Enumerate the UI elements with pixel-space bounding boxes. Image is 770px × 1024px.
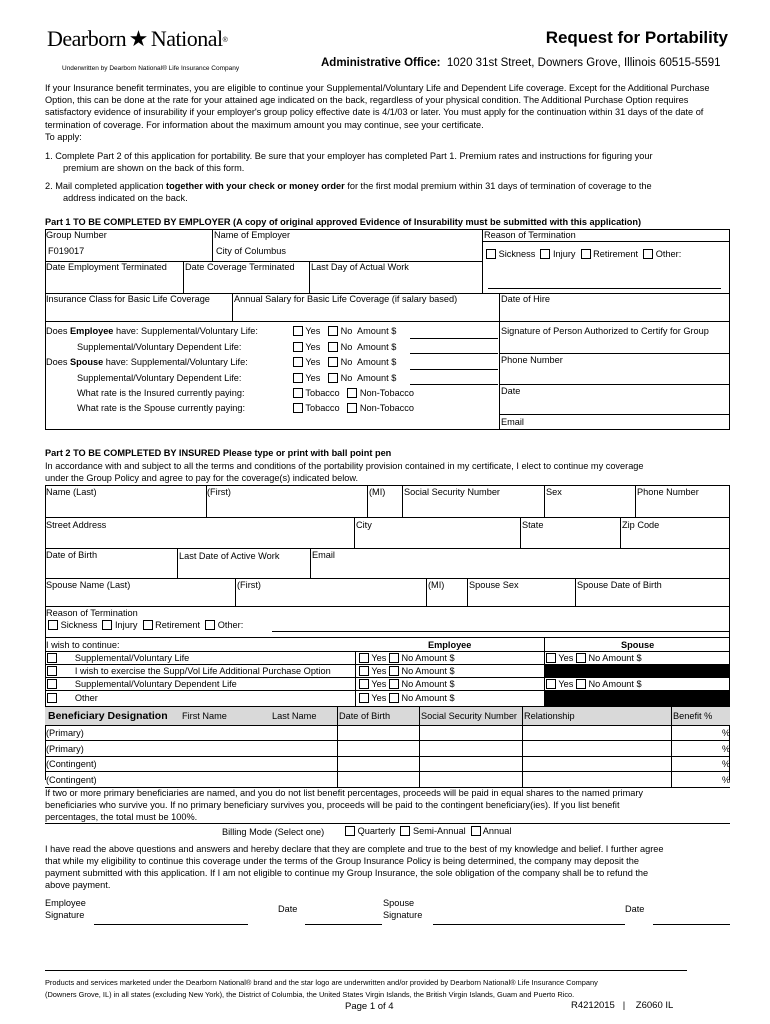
sex-label: Sex (546, 487, 562, 497)
yes-checkbox[interactable] (293, 357, 303, 367)
date-coverage-terminated: Date Coverage Terminated (185, 262, 295, 272)
yes-checkbox[interactable] (359, 679, 369, 689)
emp-yn-2: Yes No Amount $ (359, 666, 455, 676)
emp-yn-1: Yes No Amount $ (359, 653, 455, 663)
yes-checkbox[interactable] (293, 326, 303, 336)
declaration-3: payment submitted with this application. If I am not eligible to continue my Group Insurance, the sole obligation of the company shall be to refund the (45, 868, 649, 878)
wish-label: I wish to continue: (46, 640, 120, 650)
yes-checkbox[interactable] (293, 342, 303, 352)
yes-checkbox[interactable] (359, 666, 369, 676)
spouse-signature-line[interactable] (433, 924, 625, 925)
spouse-signature-label-1: Spouse (383, 898, 415, 908)
state-label: State (522, 520, 544, 530)
step-2: 2. Mail completed application together with your check or money order for the first modal premium within 31 days of termination of coverage to the (45, 181, 652, 191)
ben-row-contingent: (Contingent) (46, 759, 97, 769)
yn-row-4: Yes No Amount $ (293, 373, 396, 383)
page-title: Request for Portability (545, 28, 728, 47)
non-tobacco-checkbox[interactable] (347, 403, 357, 413)
sickness-checkbox[interactable] (48, 620, 58, 630)
reason-retirement-checkbox[interactable] (581, 249, 591, 259)
ben-col-benefit: Benefit % (673, 711, 713, 721)
spouse-dob-label: Spouse Date of Birth (577, 580, 662, 590)
row-additional-purchase: I wish to exercise the Supp/Vol Life Additional Purchase Option (47, 666, 331, 676)
ben-col-first: First Name (182, 711, 227, 721)
star-logo-icon: ★ (128, 26, 149, 51)
form-code: R4212015 | Z6060 IL (571, 1000, 674, 1011)
ben-col-relationship: Relationship (524, 711, 575, 721)
yes-checkbox[interactable] (546, 679, 556, 689)
underwritten-text: Underwritten by Dearborn National® Life Insurance Company (62, 65, 240, 72)
reason-sickness-checkbox[interactable] (486, 249, 496, 259)
yn-row-2: Yes No Amount $ (293, 342, 396, 352)
spouse-signature-label-2: Signature (383, 910, 423, 920)
row-other: Other (47, 693, 98, 703)
q-rate-insured: What rate is the Insured currently paying: (77, 388, 245, 398)
date-employment-terminated: Date Employment Terminated (46, 262, 167, 272)
tobacco-checkbox[interactable] (293, 388, 303, 398)
no-checkbox[interactable] (328, 373, 338, 383)
dob-label: Date of Birth (46, 550, 98, 560)
no-checkbox[interactable] (328, 342, 338, 352)
spouse-sex-label: Spouse Sex (469, 580, 519, 590)
employer-label: Name of Employer (214, 230, 291, 240)
yes-checkbox[interactable] (359, 693, 369, 703)
logo-right-text: National (150, 26, 223, 51)
row-checkbox[interactable] (47, 693, 57, 703)
spouse-blocked-cell (545, 665, 730, 677)
spouse-date-line[interactable] (653, 924, 730, 925)
employee-signature-label-1: Employee (45, 898, 86, 908)
reason-options-p2: Sickness Injury Retirement Other: (48, 620, 243, 630)
accord-line-1: In accordance with and subject to all the terms and conditions of the portability provision contained in my certificate, I elect to continue my coverage (45, 461, 644, 471)
semi-annual-checkbox[interactable] (400, 826, 410, 836)
q-rate-spouse: What rate is the Spouse currently paying: (77, 403, 246, 413)
row-checkbox[interactable] (47, 653, 57, 663)
reason-termination-label: Reason of Termination (484, 230, 576, 240)
q-employee-dep: Supplemental/Voluntary Dependent Life: (77, 342, 242, 352)
tobacco-row-insured: Tobacco Non-Tobacco (293, 388, 414, 398)
reason-other-checkbox[interactable] (643, 249, 653, 259)
spouse-blocked-cell (545, 691, 730, 707)
quarterly-checkbox[interactable] (345, 826, 355, 836)
logo-left-text: Dearborn (47, 26, 127, 51)
row-checkbox[interactable] (47, 666, 57, 676)
employee-signature-label-2: Signature (45, 910, 85, 920)
ben-row-primary: (Primary) (46, 744, 84, 754)
step-1: 1. Complete Part 2 of this application for portability. Be sure that your employer has completed Part 1. Premium rates and instructions for figuring your (45, 151, 653, 161)
spouse-first-label: (First) (237, 580, 261, 590)
emp-yn-3: Yes No Amount $ (359, 679, 455, 689)
tobacco-row-spouse: Tobacco Non-Tobacco (293, 403, 414, 413)
intro-paragraph: If your Insurance benefit terminates, you are eligible to continue your Supplemental/Voluntary Life and Dependent Life coverage. Except for the Additional Purchase Option, this can be done at the rate for your attained age indicated on the back, regardless of your physical condition. The Additional Purchase Option requires satisfactory evidence of insurability if your employer's group policy effective date is 4/1/03 or later. You must apply for the continuation within 31 days of the date of termination of coverage. For information about the maximum amount you may continue, see your certificate. (45, 83, 710, 130)
spouse-col-header: Spouse (621, 640, 655, 650)
tobacco-checkbox[interactable] (293, 403, 303, 413)
admin-office: Administrative Office: 1020 31st Street, Downers Grove, Illinois 60515-5591 (321, 57, 721, 69)
date-of-hire-label: Date of Hire (501, 294, 551, 304)
mi-label: (MI) (369, 487, 386, 497)
injury-checkbox[interactable] (102, 620, 112, 630)
spouse-mi-label: (MI) (428, 580, 445, 590)
sp-yn-3: Yes No Amount $ (546, 679, 642, 689)
employee-date-line[interactable] (305, 924, 382, 925)
billing-options: Quarterly Semi-Annual Annual (345, 826, 511, 836)
yes-checkbox[interactable] (546, 653, 556, 663)
no-checkbox[interactable] (576, 679, 586, 689)
company-logo: Dearborn ★ National® (47, 26, 228, 51)
ben-col-ssn: Social Security Number (421, 711, 517, 721)
part1-heading: Part 1 TO BE COMPLETED BY EMPLOYER (A copy of original approved Evidence of Insurability must be submitted with this application) (45, 217, 642, 227)
non-tobacco-checkbox[interactable] (347, 388, 357, 398)
email-label: Email (501, 417, 524, 427)
yes-checkbox[interactable] (359, 653, 369, 663)
q-spouse-supp: Does Spouse have: Supplemental/Voluntary Life: (46, 357, 248, 367)
to-apply: To apply: (45, 132, 82, 142)
footer-line-2: (Downers Grove, IL) in all states (excluding New York), the District of Columbia, the United States Virgin Islands, the British Virgin Islands, Guam and Puerto Rico. (45, 990, 575, 999)
sp-yn-1: Yes No Amount $ (546, 653, 642, 663)
pct-sign: % (722, 775, 731, 785)
ben-note-2: beneficiaries who survive you. If no primary beneficiary survives you, proceeds will be paid to the contingent beneficiary(ies). If you list benefit (45, 800, 620, 810)
reason-label-p2: Reason of Termination (46, 608, 138, 618)
other-checkbox[interactable] (205, 620, 215, 630)
employer-value[interactable]: City of Columbus (216, 246, 286, 256)
row-checkbox[interactable] (47, 679, 57, 689)
ben-col-last: Last Name (272, 711, 317, 721)
pct-sign: % (722, 759, 731, 769)
yn-row-1: Yes No Amount $ (293, 326, 396, 336)
declaration-1: I have read the above questions and answers and hereby declare that they are complete and true to the best of my knowledge and belief. I further agree (45, 844, 664, 854)
ben-note-3: percentages, the total must be 100%. (45, 812, 198, 822)
ben-col-dob: Date of Birth (339, 711, 391, 721)
annual-checkbox[interactable] (471, 826, 481, 836)
yn-row-3: Yes No Amount $ (293, 357, 396, 367)
no-checkbox[interactable] (328, 357, 338, 367)
spouse-name-label: Spouse Name (Last) (46, 580, 131, 590)
pct-sign: % (722, 744, 731, 754)
city-label: City (356, 520, 372, 530)
page-number: Page 1 of 4 (345, 1001, 394, 1012)
authorized-signature-label: Signature of Person Authorized to Certify for Group (501, 326, 709, 336)
annual-salary-label: Annual Salary for Basic Life Coverage (if salary based) (234, 294, 458, 304)
ssn-label: Social Security Number (404, 487, 500, 497)
declaration-2: that while my eligibility to continue this coverage under the terms of the Group Insurance Policy is being determined, the company may deposit the (45, 856, 639, 866)
step-2b: address indicated on the back. (63, 193, 188, 203)
no-checkbox[interactable] (389, 666, 399, 676)
zip-label: Zip Code (622, 520, 660, 530)
accord-line-2: under the Group Policy and agree to pay for the coverage(s) indicated below. (45, 473, 359, 483)
employee-signature-line[interactable] (94, 924, 248, 925)
no-checkbox[interactable] (389, 693, 399, 703)
employee-col-header: Employee (428, 640, 472, 650)
street-address-label: Street Address (46, 520, 107, 530)
footer-line-1: Products and services marketed under the Dearborn National® brand and the star logo are underwritten and/or provided by Dearborn National® Life Insurance Company (45, 978, 598, 987)
group-number-label: Group Number (46, 230, 107, 240)
email-label-p2: Email (312, 550, 335, 560)
reason-injury-checkbox[interactable] (540, 249, 550, 259)
reason-options: Sickness Injury Retirement Other: (486, 249, 681, 259)
no-checkbox[interactable] (576, 653, 586, 663)
last-day-actual-work: Last Day of Actual Work (311, 262, 409, 272)
billing-mode-label: Billing Mode (Select one) (222, 827, 325, 837)
pct-sign: % (722, 728, 731, 738)
name-last-label: Name (Last) (46, 487, 97, 497)
step-1b: premium are shown on the back of this form. (63, 163, 245, 173)
phone-label: Phone Number (501, 355, 563, 365)
no-checkbox[interactable] (389, 679, 399, 689)
employee-date-label: Date (278, 904, 298, 914)
declaration-4: above payment. (45, 880, 111, 890)
ben-row-primary: (Primary) (46, 728, 84, 738)
phone-number-label: Phone Number (637, 487, 699, 497)
q-employee-supp: Does Employee have: Supplemental/Voluntary Life: (46, 326, 258, 336)
spouse-date-label: Date (625, 904, 645, 914)
beneficiary-title: Beneficiary Designation (48, 710, 168, 722)
no-checkbox[interactable] (389, 653, 399, 663)
first-label: (First) (207, 487, 231, 497)
insurance-class-label: Insurance Class for Basic Life Coverage (46, 294, 210, 304)
ben-row-contingent: (Contingent) (46, 775, 97, 785)
last-active-work-label: Last Date of Active Work (179, 551, 280, 561)
date-label: Date (501, 386, 521, 396)
yes-checkbox[interactable] (293, 373, 303, 383)
retirement-checkbox[interactable] (143, 620, 153, 630)
row-supp-vol-dep: Supplemental/Voluntary Dependent Life (47, 679, 237, 689)
group-number-value[interactable]: F019017 (48, 246, 85, 256)
emp-yn-4: Yes No Amount $ (359, 693, 455, 703)
ben-note-1: If two or more primary beneficiaries are named, and you do not list benefit percentages, proceeds will be paid in equal shares to the named primary (45, 788, 644, 798)
row-supp-vol-life: Supplemental/Voluntary Life (47, 653, 189, 663)
no-checkbox[interactable] (328, 326, 338, 336)
q-spouse-dep: Supplemental/Voluntary Dependent Life: (77, 373, 242, 383)
part2-heading: Part 2 TO BE COMPLETED BY INSURED Please type or print with ball point pen (45, 448, 392, 458)
